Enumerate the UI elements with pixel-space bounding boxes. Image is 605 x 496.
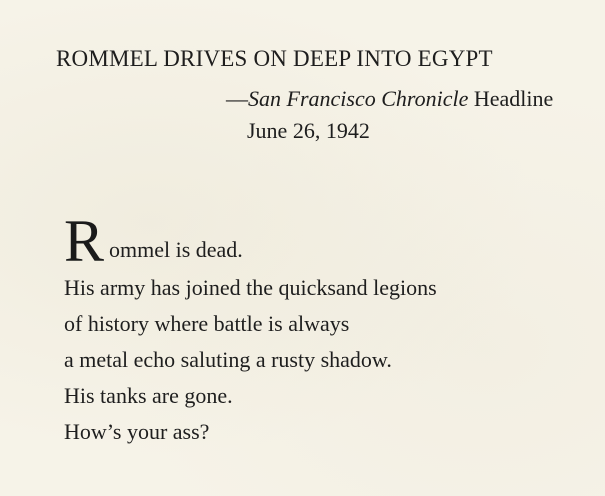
source-publication: San Francisco Chronicle [248,86,469,111]
poem-line: How’s your ass? [64,419,210,444]
epigraph-date: June 26, 1942 [247,118,370,143]
epigraph-source [226,86,553,112]
source-suffix: Headline [468,86,554,111]
poem-line-1 [64,208,584,274]
poem-line-1-text: ommel is dead. [109,237,243,262]
source-dash: — [226,86,248,111]
poem-line: His tanks are gone. [64,383,233,408]
poem-line: His army has joined the quicksand legions [64,275,437,300]
epigraph-headline: ROMMEL DRIVES ON DEEP INTO EGYPT [56,46,493,71]
poem-line: a metal echo saluting a rusty shadow. [64,347,392,372]
poem-line: of history where battle is always [64,311,350,336]
poem-body [64,208,584,450]
drop-cap: R [64,208,105,274]
